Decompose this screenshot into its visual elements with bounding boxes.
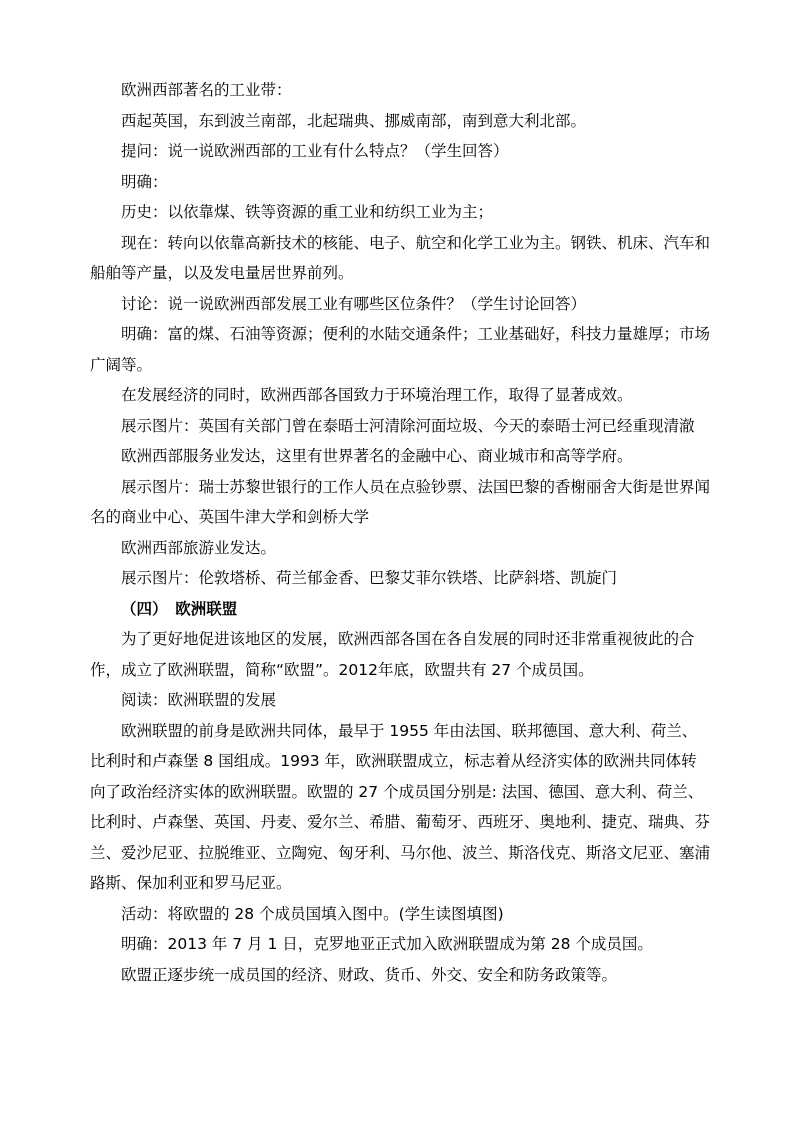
paragraph: 阅读：欧洲联盟的发展 <box>121 691 277 709</box>
paragraph: 欧洲联盟的前身是欧洲共同体，最早于 1955 年由法国、联邦德国、意大利、荷兰、比利时和卢森堡 8 国组成。1993 年，欧洲联盟成立，标志着从经济实体的欧洲共同体转向了政治经济实体的欧洲联盟。欧盟的 27 个成员国分别是: 法国、德国、意大利、荷兰、比利时、卢森堡、英国、丹麦、爱尔兰、希腊、葡萄牙、西班牙、奥地利、捷克、瑞典、芬兰、爱沙尼亚、拉脱维亚、立陶宛、匈牙利、马尔他、波兰、斯洛伐克、斯洛文尼亚、塞浦路斯、保加利亚和罗马尼亚。 <box>90 721 711 892</box>
paragraph: 明确： <box>121 172 168 191</box>
paragraph: 明确：富的煤、石油等资源；便利的水陆交通条件；工业基础好，科技力量雄厚；市场广阔等。 <box>90 325 711 374</box>
paragraph: 活动：将欧盟的 28 个成员国填入图中。(学生读图填图) <box>121 904 504 923</box>
paragraph: 为了更好地促进该地区的发展，欧洲西部各国在各自发展的同时还非常重视彼此的合作，成立了欧洲联盟，简称“欧盟”。2012年底，欧盟共有 27 个成员国。 <box>90 630 695 679</box>
paragraph: 欧盟正逐步统一成员国的经济、财政、货币、外交、安全和防务政策等。 <box>121 965 618 984</box>
paragraph: 明确：2013 年 7 月 1 日，克罗地亚正式加入欧洲联盟成为第 28 个成员国。 <box>121 935 653 953</box>
document-body <box>90 75 710 990</box>
paragraph: 欧洲西部服务业发达，这里有世界著名的金融中心、商业城市和高等学府。 <box>121 447 633 465</box>
paragraph: 讨论：说一说欧洲西部发展工业有哪些区位条件？（学生讨论回答） <box>121 294 587 313</box>
paragraph: 历史：以依靠煤、铁等资源的重工业和纺织工业为主； <box>121 203 494 221</box>
paragraph: 展示图片：伦敦塔桥、荷兰郁金香、巴黎艾菲尔铁塔、比萨斜塔、凯旋门 <box>121 569 618 587</box>
paragraph: 展示图片：英国有关部门曾在泰晤士河清除河面垃圾、今天的泰晤士河已经重现清澈 <box>121 416 695 435</box>
paragraph: 展示图片：瑞士苏黎世银行的工作人员在点验钞票、法国巴黎的香榭丽舍大街是世界闻名的商业中心、英国牛津大学和剑桥大学 <box>90 477 711 526</box>
paragraph: 在发展经济的同时，欧洲西部各国致力于环境治理工作，取得了显著成效。 <box>121 386 633 404</box>
paragraph: 西起英国，东到波兰南部，北起瑞典、挪威南部，南到意大利北部。 <box>121 111 587 130</box>
section-heading: （四） 欧洲联盟 <box>121 599 238 618</box>
paragraph: 现在：转向以依靠高新技术的核能、电子、航空和化学工业为主。钢铁、机床、汽车和船舶等产量，以及发电量居世界前列。 <box>90 233 711 282</box>
paragraph: 欧洲西部著名的工业带： <box>121 81 292 99</box>
paragraph: 提问：说一说欧洲西部的工业有什么特点？（学生回答） <box>121 142 509 160</box>
paragraph: 欧洲西部旅游业发达。 <box>121 538 277 557</box>
